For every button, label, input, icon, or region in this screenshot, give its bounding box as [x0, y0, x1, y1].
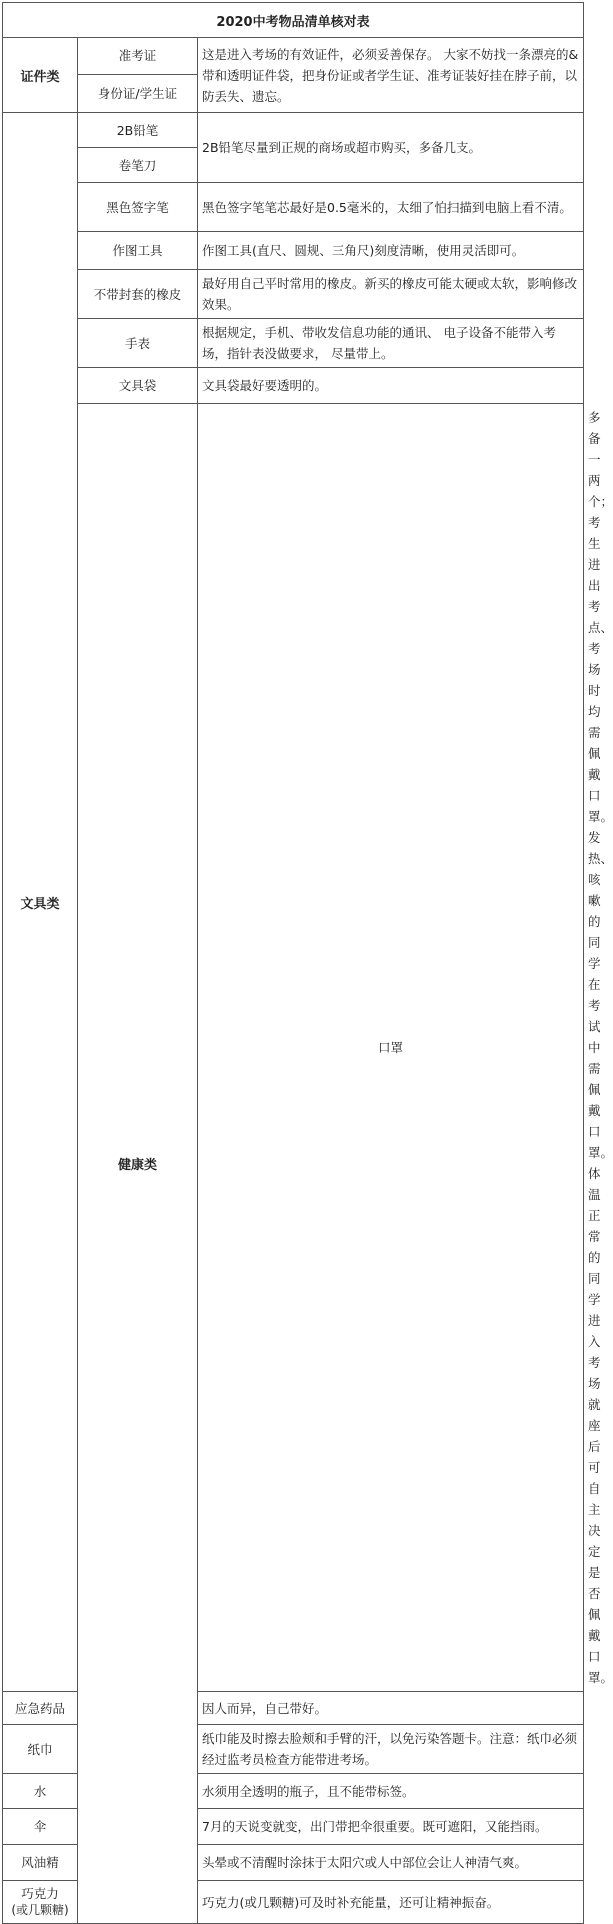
- desc-medicine: 因人而异，自己带好。: [198, 1692, 584, 1725]
- item-id-card: 身份证/学生证: [78, 74, 198, 112]
- category-health: 健康类: [78, 404, 198, 1924]
- title-row: [3, 3, 584, 38]
- table-row: [3, 38, 584, 75]
- desc-drawing-tools: 作图工具(直尺、圆规、三角尺)刻度清晰，使用灵活即可。: [198, 232, 584, 270]
- desc-tissue: 纸巾能及时擦去脸颊和手臂的汗，以免污染答题卡。注意：纸巾必须经过监考员检查方能带进考场。: [198, 1725, 584, 1774]
- item-balm: 风油精: [3, 1845, 78, 1881]
- category-stationery: 文具类: [3, 113, 78, 1692]
- item-sharpener: 卷笔刀: [78, 148, 198, 183]
- desc-watch: 根据规定，手机、带收发信息功能的通讯、 电子设备不能带入考场，指针表没做要求， 尽量带上。: [198, 319, 584, 368]
- item-pencil-bag: 文具袋: [78, 368, 198, 404]
- table-row: [3, 270, 584, 319]
- table-row: 健康类 口罩 多备一两个；考生进出考点、考场时均需佩戴口罩。发热、咳嗽的同学在考试中需佩戴口罩。体温正常的同学进入考场就座后可自主决定是否佩戴口罩。: [3, 404, 584, 1692]
- table-title: 2020中考物品清单核对表: [3, 3, 584, 38]
- item-medicine: 应急药品: [3, 1692, 78, 1725]
- item-eraser: 不带封套的橡皮: [78, 270, 198, 319]
- item-mask: 口罩: [198, 404, 584, 1692]
- desc-pencil-2b: 2B铅笔尽量到正规的商场或超市购买，多备几支。: [198, 113, 584, 183]
- item-pencil-2b: 2B铅笔: [78, 113, 198, 148]
- desc-balm: 头晕或不清醒时涂抹于太阳穴或人中部位会让人神清气爽。: [198, 1845, 584, 1881]
- desc-chocolate: 巧克力(或几颗糖)可及时补充能量，还可让精神振奋。: [198, 1881, 584, 1924]
- item-chocolate-label: 巧克力: [21, 1886, 59, 1901]
- item-chocolate-note: (或几颗糖): [11, 1903, 69, 1917]
- desc-water: 水须用全透明的瓶子，且不能带标签。: [198, 1774, 584, 1809]
- table-row: [3, 113, 584, 148]
- desc-umbrella: 7月的天说变就变，出门带把伞很重要。既可遮阳，又能挡雨。: [198, 1809, 584, 1845]
- table-row: [3, 232, 584, 270]
- table-row: [3, 319, 584, 368]
- item-black-pen: 黑色签字笔: [78, 183, 198, 232]
- item-chocolate: [3, 1881, 78, 1924]
- table-row: [3, 183, 584, 232]
- category-documents: 证件类: [3, 38, 78, 113]
- desc-admission-ticket: 这是进入考场的有效证件，必须妥善保存。 大家不妨找一条漂亮的&带和透明证件袋，把身份证或者学生证、准考证装好挂在脖子前，以防丢失、遗忘。: [198, 38, 584, 113]
- item-admission-ticket: 准考证: [78, 38, 198, 75]
- item-drawing-tools: 作图工具: [78, 232, 198, 270]
- item-watch: 手表: [78, 319, 198, 368]
- table-row: [3, 368, 584, 404]
- checklist-table: [2, 2, 613, 1924]
- item-tissue: 纸巾: [3, 1725, 78, 1774]
- desc-eraser: 最好用自己平时常用的橡皮。新买的橡皮可能太硬或太软，影响修改效果。: [198, 270, 584, 319]
- desc-black-pen: 黑色签字笔笔芯最好是0.5毫米的，太细了怕扫描到电脑上看不清。: [198, 183, 584, 232]
- checklist-sheet: [2, 2, 613, 1924]
- item-umbrella: 伞: [3, 1809, 78, 1845]
- desc-pencil-bag: 文具袋最好要透明的。: [198, 368, 584, 404]
- item-water: 水: [3, 1774, 78, 1809]
